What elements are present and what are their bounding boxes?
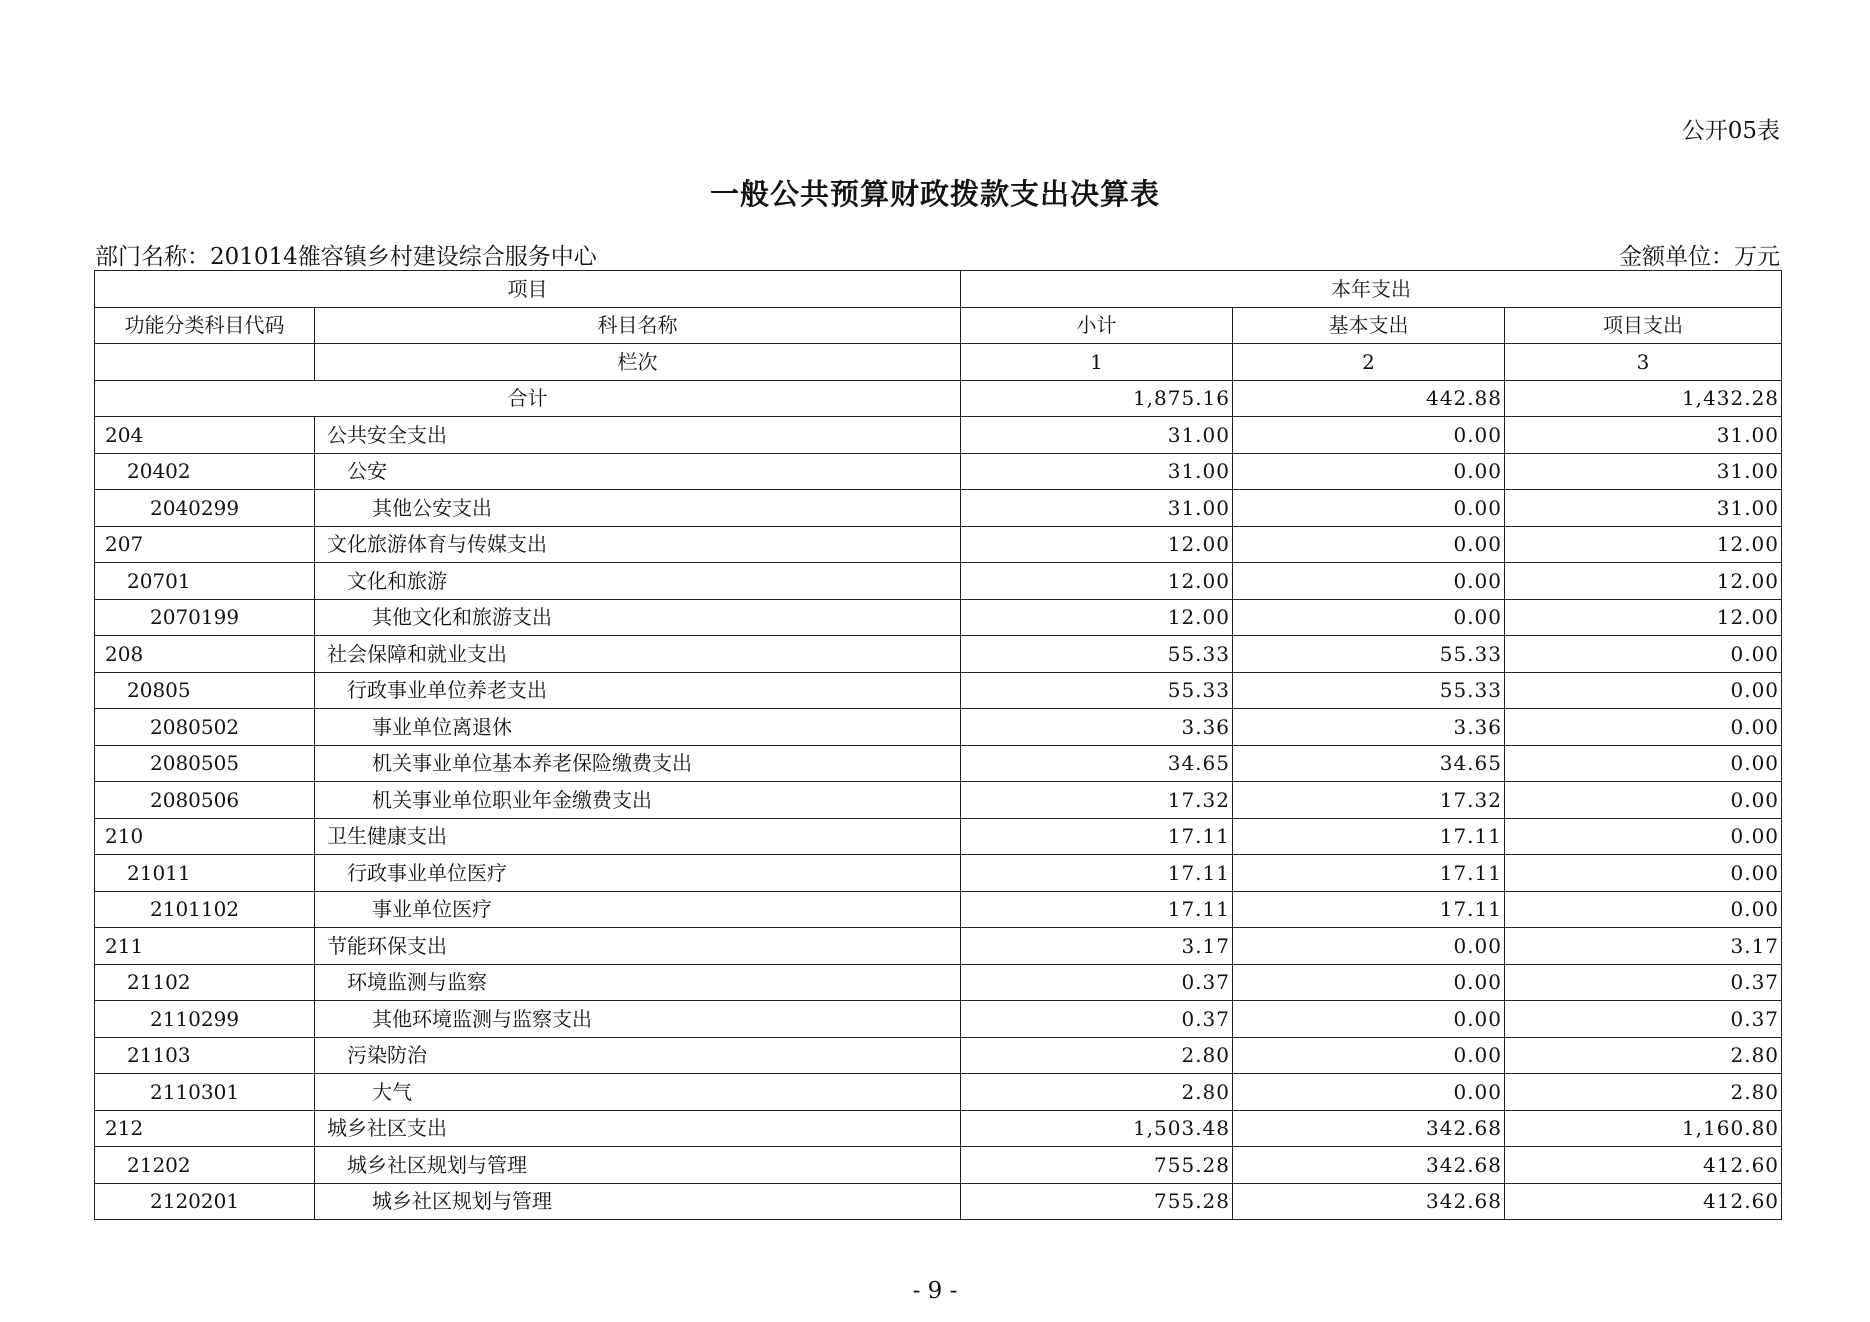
row-code: 211 <box>95 928 315 965</box>
row-subtotal: 34.65 <box>961 745 1233 782</box>
table-row <box>95 745 1782 782</box>
row-code: 21103 <box>95 1037 315 1074</box>
row-name: 卫生健康支出 <box>315 818 961 855</box>
total-row <box>95 380 1782 417</box>
table-row <box>95 1074 1782 1111</box>
row-subtotal: 3.36 <box>961 709 1233 746</box>
row-subtotal: 0.37 <box>961 964 1233 1001</box>
row-subtotal: 12.00 <box>961 599 1233 636</box>
row-name: 污染防治 <box>315 1037 961 1074</box>
row-project: 31.00 <box>1505 453 1782 490</box>
row-basic: 17.11 <box>1233 891 1505 928</box>
row-project: 12.00 <box>1505 599 1782 636</box>
amount-unit: 金额单位：万元 <box>1619 244 1780 270</box>
row-project: 412.60 <box>1505 1147 1782 1184</box>
header-col-2: 2 <box>1233 344 1505 381</box>
row-name: 机关事业单位职业年金缴费支出 <box>315 782 961 819</box>
row-basic: 17.32 <box>1233 782 1505 819</box>
table-row <box>95 1183 1782 1220</box>
row-project: 412.60 <box>1505 1183 1782 1220</box>
header-blank <box>95 344 315 381</box>
row-basic: 0.00 <box>1233 964 1505 1001</box>
row-basic: 0.00 <box>1233 599 1505 636</box>
row-basic: 17.11 <box>1233 855 1505 892</box>
table-row <box>95 453 1782 490</box>
table-row <box>95 709 1782 746</box>
row-code: 2101102 <box>95 891 315 928</box>
row-basic: 0.00 <box>1233 563 1505 600</box>
table-row <box>95 928 1782 965</box>
header-project: 项目 <box>95 271 961 308</box>
row-code: 2120201 <box>95 1183 315 1220</box>
row-project: 2.80 <box>1505 1037 1782 1074</box>
header-row-2 <box>95 307 1782 344</box>
row-basic: 0.00 <box>1233 417 1505 454</box>
table-row <box>95 1147 1782 1184</box>
row-name: 事业单位医疗 <box>315 891 961 928</box>
header-subtotal: 小计 <box>961 307 1233 344</box>
row-basic: 342.68 <box>1233 1183 1505 1220</box>
table-row <box>95 1001 1782 1038</box>
total-subtotal: 1,875.16 <box>961 380 1233 417</box>
expenditure-table <box>94 270 1782 1220</box>
row-subtotal: 55.33 <box>961 672 1233 709</box>
table-row <box>95 891 1782 928</box>
row-subtotal: 2.80 <box>961 1037 1233 1074</box>
total-label: 合计 <box>95 380 961 417</box>
row-basic: 0.00 <box>1233 1074 1505 1111</box>
table-row <box>95 490 1782 527</box>
row-code: 2070199 <box>95 599 315 636</box>
row-name: 事业单位离退休 <box>315 709 961 746</box>
row-code: 2080506 <box>95 782 315 819</box>
row-subtotal: 31.00 <box>961 490 1233 527</box>
row-basic: 34.65 <box>1233 745 1505 782</box>
table-row <box>95 636 1782 673</box>
row-code: 208 <box>95 636 315 673</box>
row-name: 行政事业单位养老支出 <box>315 672 961 709</box>
row-project: 0.37 <box>1505 964 1782 1001</box>
row-name: 公安 <box>315 453 961 490</box>
row-subtotal: 12.00 <box>961 526 1233 563</box>
table-row <box>95 526 1782 563</box>
row-basic: 0.00 <box>1233 928 1505 965</box>
row-basic: 55.33 <box>1233 672 1505 709</box>
header-col-1: 1 <box>961 344 1233 381</box>
row-project: 0.00 <box>1505 672 1782 709</box>
row-basic: 0.00 <box>1233 490 1505 527</box>
row-subtotal: 755.28 <box>961 1183 1233 1220</box>
row-code: 2080505 <box>95 745 315 782</box>
row-code: 20701 <box>95 563 315 600</box>
row-name: 城乡社区规划与管理 <box>315 1147 961 1184</box>
row-project: 0.00 <box>1505 636 1782 673</box>
header-column-label: 栏次 <box>315 344 961 381</box>
row-project: 0.37 <box>1505 1001 1782 1038</box>
page-title: 一般公共预算财政拨款支出决算表 <box>709 177 1160 211</box>
table-row <box>95 782 1782 819</box>
table-row <box>95 818 1782 855</box>
row-code: 21011 <box>95 855 315 892</box>
row-project: 0.00 <box>1505 782 1782 819</box>
row-basic: 3.36 <box>1233 709 1505 746</box>
table-row <box>95 563 1782 600</box>
row-basic: 0.00 <box>1233 1001 1505 1038</box>
table-row <box>95 599 1782 636</box>
row-code: 21202 <box>95 1147 315 1184</box>
header-row-1 <box>95 271 1782 308</box>
row-code: 212 <box>95 1110 315 1147</box>
row-code: 2040299 <box>95 490 315 527</box>
row-name: 公共安全支出 <box>315 417 961 454</box>
row-project: 0.00 <box>1505 855 1782 892</box>
row-name: 大气 <box>315 1074 961 1111</box>
row-subtotal: 1,503.48 <box>961 1110 1233 1147</box>
row-project: 12.00 <box>1505 526 1782 563</box>
row-code: 2110299 <box>95 1001 315 1038</box>
row-subtotal: 31.00 <box>961 453 1233 490</box>
row-code: 2110301 <box>95 1074 315 1111</box>
row-subtotal: 17.11 <box>961 818 1233 855</box>
row-basic: 17.11 <box>1233 818 1505 855</box>
row-project: 2.80 <box>1505 1074 1782 1111</box>
table-row <box>95 964 1782 1001</box>
header-code: 功能分类科目代码 <box>95 307 315 344</box>
row-subtotal: 2.80 <box>961 1074 1233 1111</box>
row-basic: 342.68 <box>1233 1147 1505 1184</box>
row-subtotal: 17.11 <box>961 891 1233 928</box>
row-basic: 342.68 <box>1233 1110 1505 1147</box>
row-subtotal: 12.00 <box>961 563 1233 600</box>
table-row <box>95 672 1782 709</box>
row-name: 文化和旅游 <box>315 563 961 600</box>
row-code: 20402 <box>95 453 315 490</box>
row-code: 2080502 <box>95 709 315 746</box>
row-subtotal: 55.33 <box>961 636 1233 673</box>
row-name: 其他环境监测与监察支出 <box>315 1001 961 1038</box>
table-row <box>95 1110 1782 1147</box>
row-subtotal: 755.28 <box>961 1147 1233 1184</box>
row-subtotal: 3.17 <box>961 928 1233 965</box>
table-row <box>95 417 1782 454</box>
total-project: 1,432.28 <box>1505 380 1782 417</box>
row-code: 20805 <box>95 672 315 709</box>
row-project: 0.00 <box>1505 709 1782 746</box>
header-row-3 <box>95 344 1782 381</box>
row-project: 1,160.80 <box>1505 1110 1782 1147</box>
row-name: 文化旅游体育与传媒支出 <box>315 526 961 563</box>
row-project: 31.00 <box>1505 490 1782 527</box>
row-basic: 55.33 <box>1233 636 1505 673</box>
row-project: 31.00 <box>1505 417 1782 454</box>
table-row <box>95 855 1782 892</box>
row-code: 207 <box>95 526 315 563</box>
row-project: 0.00 <box>1505 891 1782 928</box>
row-name: 机关事业单位基本养老保险缴费支出 <box>315 745 961 782</box>
row-subtotal: 17.32 <box>961 782 1233 819</box>
header-name: 科目名称 <box>315 307 961 344</box>
header-current-year-expense: 本年支出 <box>961 271 1782 308</box>
page-number: - 9 - <box>912 1278 958 1304</box>
row-name: 节能环保支出 <box>315 928 961 965</box>
row-basic: 0.00 <box>1233 526 1505 563</box>
row-name: 社会保障和就业支出 <box>315 636 961 673</box>
row-name: 行政事业单位医疗 <box>315 855 961 892</box>
row-code: 204 <box>95 417 315 454</box>
row-subtotal: 0.37 <box>961 1001 1233 1038</box>
form-number: 公开05表 <box>1681 118 1780 144</box>
header-basic: 基本支出 <box>1233 307 1505 344</box>
header-col-3: 3 <box>1505 344 1782 381</box>
row-basic: 0.00 <box>1233 453 1505 490</box>
row-code: 210 <box>95 818 315 855</box>
row-name: 其他文化和旅游支出 <box>315 599 961 636</box>
department-name: 部门名称：201014雒容镇乡村建设综合服务中心 <box>95 244 597 270</box>
row-project: 12.00 <box>1505 563 1782 600</box>
row-name: 城乡社区规划与管理 <box>315 1183 961 1220</box>
row-basic: 0.00 <box>1233 1037 1505 1074</box>
table-row <box>95 1037 1782 1074</box>
row-project: 0.00 <box>1505 818 1782 855</box>
row-project: 3.17 <box>1505 928 1782 965</box>
row-name: 城乡社区支出 <box>315 1110 961 1147</box>
row-project: 0.00 <box>1505 745 1782 782</box>
row-name: 环境监测与监察 <box>315 964 961 1001</box>
row-code: 21102 <box>95 964 315 1001</box>
row-subtotal: 31.00 <box>961 417 1233 454</box>
header-item: 项目支出 <box>1505 307 1782 344</box>
row-subtotal: 17.11 <box>961 855 1233 892</box>
total-basic: 442.88 <box>1233 380 1505 417</box>
row-name: 其他公安支出 <box>315 490 961 527</box>
